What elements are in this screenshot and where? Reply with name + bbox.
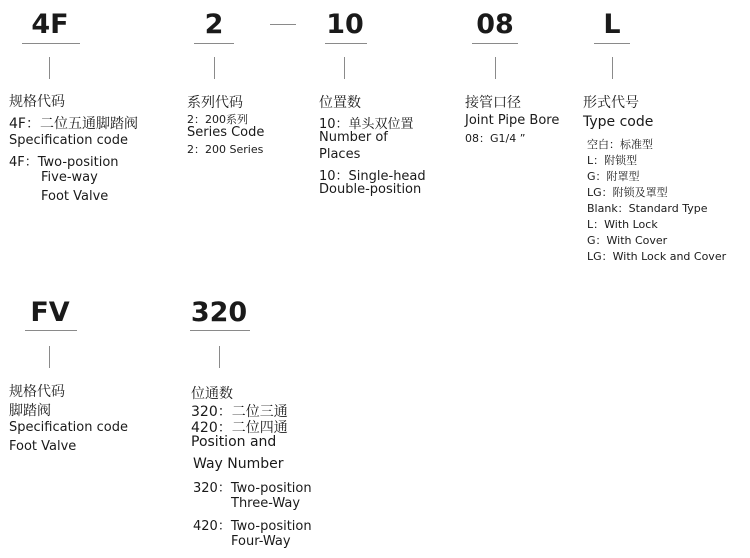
code-08: 08 (476, 9, 514, 40)
connector-line (214, 57, 215, 79)
code-underline (194, 43, 234, 44)
code-underline (22, 43, 80, 44)
type-item: 空白：标准型 (587, 138, 653, 151)
desc-2-1: 2：200 Series (187, 143, 264, 156)
desc-320-2: Three-Way (231, 496, 301, 511)
title-zh-l: 形式代号 (583, 95, 639, 111)
line-zh-fv: 脚踏阀 (9, 403, 51, 419)
desc-10-1: Number of (319, 130, 388, 145)
line-zh-320-2: 420：二位四通 (191, 420, 288, 436)
line-en-08: Joint Pipe Bore (465, 113, 560, 128)
desc-08-1: 08：G1/4 ” (465, 132, 526, 145)
line-en-4f: Specification code (9, 133, 128, 148)
line-zh-2: 2：200系列 (187, 113, 248, 126)
connector-line (495, 57, 496, 79)
type-item: G：附罩型 (587, 170, 640, 183)
line-en-fv-2: Foot Valve (9, 439, 77, 454)
code-l: L (603, 9, 621, 40)
connector-line (219, 346, 220, 368)
line-zh-320-1: 320：二位三通 (191, 404, 288, 420)
code-underline (472, 43, 518, 44)
code-4f: 4F (31, 9, 69, 40)
code-2: 2 (204, 9, 224, 40)
type-item: L：With Lock (587, 218, 658, 231)
line-zh-10: 10：单头双位置 (319, 117, 414, 132)
title-zh-320: 位通数 (191, 386, 233, 402)
desc-4f-3: Foot Valve (41, 189, 109, 204)
type-item: LG：附锁及罩型 (587, 186, 668, 199)
line-en-320-2: Way Number (193, 456, 284, 472)
type-item: LG：With Lock and Cover (587, 250, 727, 263)
desc-320-4: Four-Way (231, 534, 291, 549)
title-zh-fv: 规格代码 (9, 384, 65, 400)
desc-4f-1: 4F：Two-position (9, 155, 119, 170)
code-fv: FV (30, 297, 70, 328)
connector-line (49, 346, 50, 368)
desc-10-3: 10：Single-head (319, 169, 426, 184)
line-en-fv-1: Specification code (9, 420, 128, 435)
line-en-320-1: Position and (191, 434, 277, 450)
type-item: G：With Cover (587, 234, 668, 247)
title-zh-4f: 规格代码 (9, 94, 65, 110)
title-zh-08: 接管口径 (465, 95, 521, 111)
title-zh-2: 系列代码 (187, 95, 243, 111)
desc-10-2: Places (319, 147, 361, 162)
title-zh-10: 位置数 (319, 95, 361, 111)
desc-10-4: Double-position (319, 182, 422, 197)
line-en-l: Type code (583, 114, 654, 130)
desc-320-3: 420：Two-position (193, 519, 312, 534)
connector-line (49, 57, 50, 79)
line-en-2: Series Code (187, 125, 265, 140)
code-320: 320 (190, 297, 248, 328)
code-10: 10 (326, 9, 364, 40)
line-zh-4f: 4F：二位五通脚踏阀 (9, 116, 138, 132)
type-item: L：附锁型 (587, 154, 638, 167)
dash-separator (270, 24, 296, 25)
code-underline (594, 43, 630, 44)
type-item: Blank：Standard Type (587, 202, 708, 215)
code-underline (325, 43, 367, 44)
desc-4f-2: Five-way (41, 170, 98, 185)
connector-line (344, 57, 345, 79)
code-underline (190, 330, 250, 331)
connector-line (612, 57, 613, 79)
code-underline (25, 330, 77, 331)
desc-320-1: 320：Two-position (193, 481, 312, 496)
